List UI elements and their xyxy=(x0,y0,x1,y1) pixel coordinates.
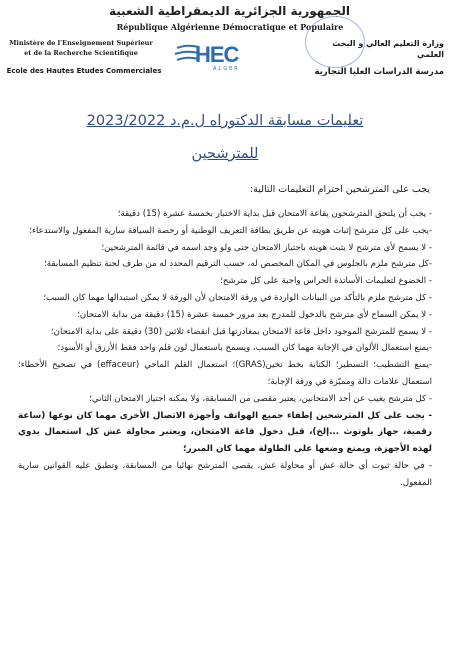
rule-item: - كل مترشح ملزم بالتأكد من البيانات الواردة في ورقة الامتحان لأن الورقة لا يمكن استبدالها مهما كان السبب؛ xyxy=(43,292,432,303)
rules-list xyxy=(18,206,432,492)
logo-subtext: ALGER xyxy=(213,66,240,72)
school-name-fr: Ecole des Hautes Etudes Commerciales xyxy=(6,67,162,75)
rule-item: - في حالة ثبوت أي حالة غش أو محاولة غش، يقصى المترشح نهائيا من المسابقة، وتطبق عليه القوانين سارية المفعول. xyxy=(18,460,432,488)
ministry-name-fr xyxy=(6,38,156,58)
rule-item: - لا يمكن السماح لأي مترشح بالدخول للمدرج بعد مرور خمسة عشرة (15) دقيقة من بداية الامتحان؛ xyxy=(77,309,432,320)
rule-item: -كل مترشح ملزم بالجلوس في المكان المخصص له، حسب الترقيم المحدد له من طرف لجنة تنظيم المسابقة؛ xyxy=(44,259,432,270)
logo-text: HEC xyxy=(195,42,239,67)
rule-item: -يمنع التشطيب؛ التسطير؛ الكتابة بخط تخين(GRAS)؛ استعمال القلم الماحي (effaceur) في تصحيح الأخطاء؛ استعمال علامات دالة ومميّزة في ورقة الإجابة؛ xyxy=(18,360,432,387)
rule-item: - كل مترشح يغيب عن أحد الامتحانين، يعتبر مقصى من المسابقة، ولا يمكنه اجتياز الامتحان الثاني؛ xyxy=(89,393,432,404)
rule-item: -يجب على كل مترشح إثبات هويته عن طريق بطاقة التعريف الوطنية أو رخصة السياقة سارية المفعول والاستدعاء؛ xyxy=(29,225,432,236)
school-name-ar: مدرسة الدراسات العليا التجارية xyxy=(314,67,444,77)
rule-item: - لا يسمح لأي مترشح لا يثبت هويته باجتياز الامتحان حتى ولو وجد اسمه في قائمة المترشحين؛ xyxy=(101,242,432,253)
intro-text: يجب على المترشحين احترام التعليمات التالية: xyxy=(249,184,430,195)
hec-logo xyxy=(173,42,273,78)
rule-item: - لا يسمح للمترشح الموجود داخل قاعة الامتحان بمغادرتها قبل انقضاء ثلاثين (30) دقيقة على بداية الامتحان؛ xyxy=(50,326,432,337)
ministry-name-ar: وزارة التعليم العالي و البحث العلمي xyxy=(332,39,444,59)
rule-item: - يجب أن يلتحق المترشحون بقاعة الامتحان قبل بداية الاختبار بخمسة عشرة (15) دقيقة؛ xyxy=(117,209,432,219)
official-stamp-icon xyxy=(305,16,365,68)
republic-title-fr: République Algérienne Démocratique et Populaire xyxy=(116,22,344,32)
document-title: تعليمات مسابقة الدكتوراه ل.م.د 2023/2022 xyxy=(86,113,364,129)
rule-item: - الخضوع لتعليمات الأساتذة الحراس واجبة على كل مترشح؛ xyxy=(220,276,432,287)
ministry-line-2: et de la Recherche Scientifique xyxy=(24,49,138,57)
rule-item: - يجب على كل المترشحين إطفاء جميع الهواتف وأجهزة الاتصال الأخرى مهما كان نوعها (ساعة رقمية، جهاز بلوتوث ...إلخ)، قبل دخول قاعة الامتحان، ويعتبر محاولة غش كل استعمال يدوي لهذه الأجهزة، ويمنع وضعها على الطاولة مهما كان المبرر؛ xyxy=(18,410,432,455)
ministry-line-1: Ministère de l'Enseignement Supérieur xyxy=(9,39,153,47)
rule-item: -يمنع استعمال الألوان في الإجابة مهما كان السبب، ويسمح باستعمال لون قلم واحد فقط الأزرق أو الأسود؛ xyxy=(57,343,432,354)
document-subtitle: للمترشحين xyxy=(191,146,259,162)
republic-title-ar: الجمهورية الجزائرية الديمقراطية الشعبية xyxy=(108,4,350,18)
